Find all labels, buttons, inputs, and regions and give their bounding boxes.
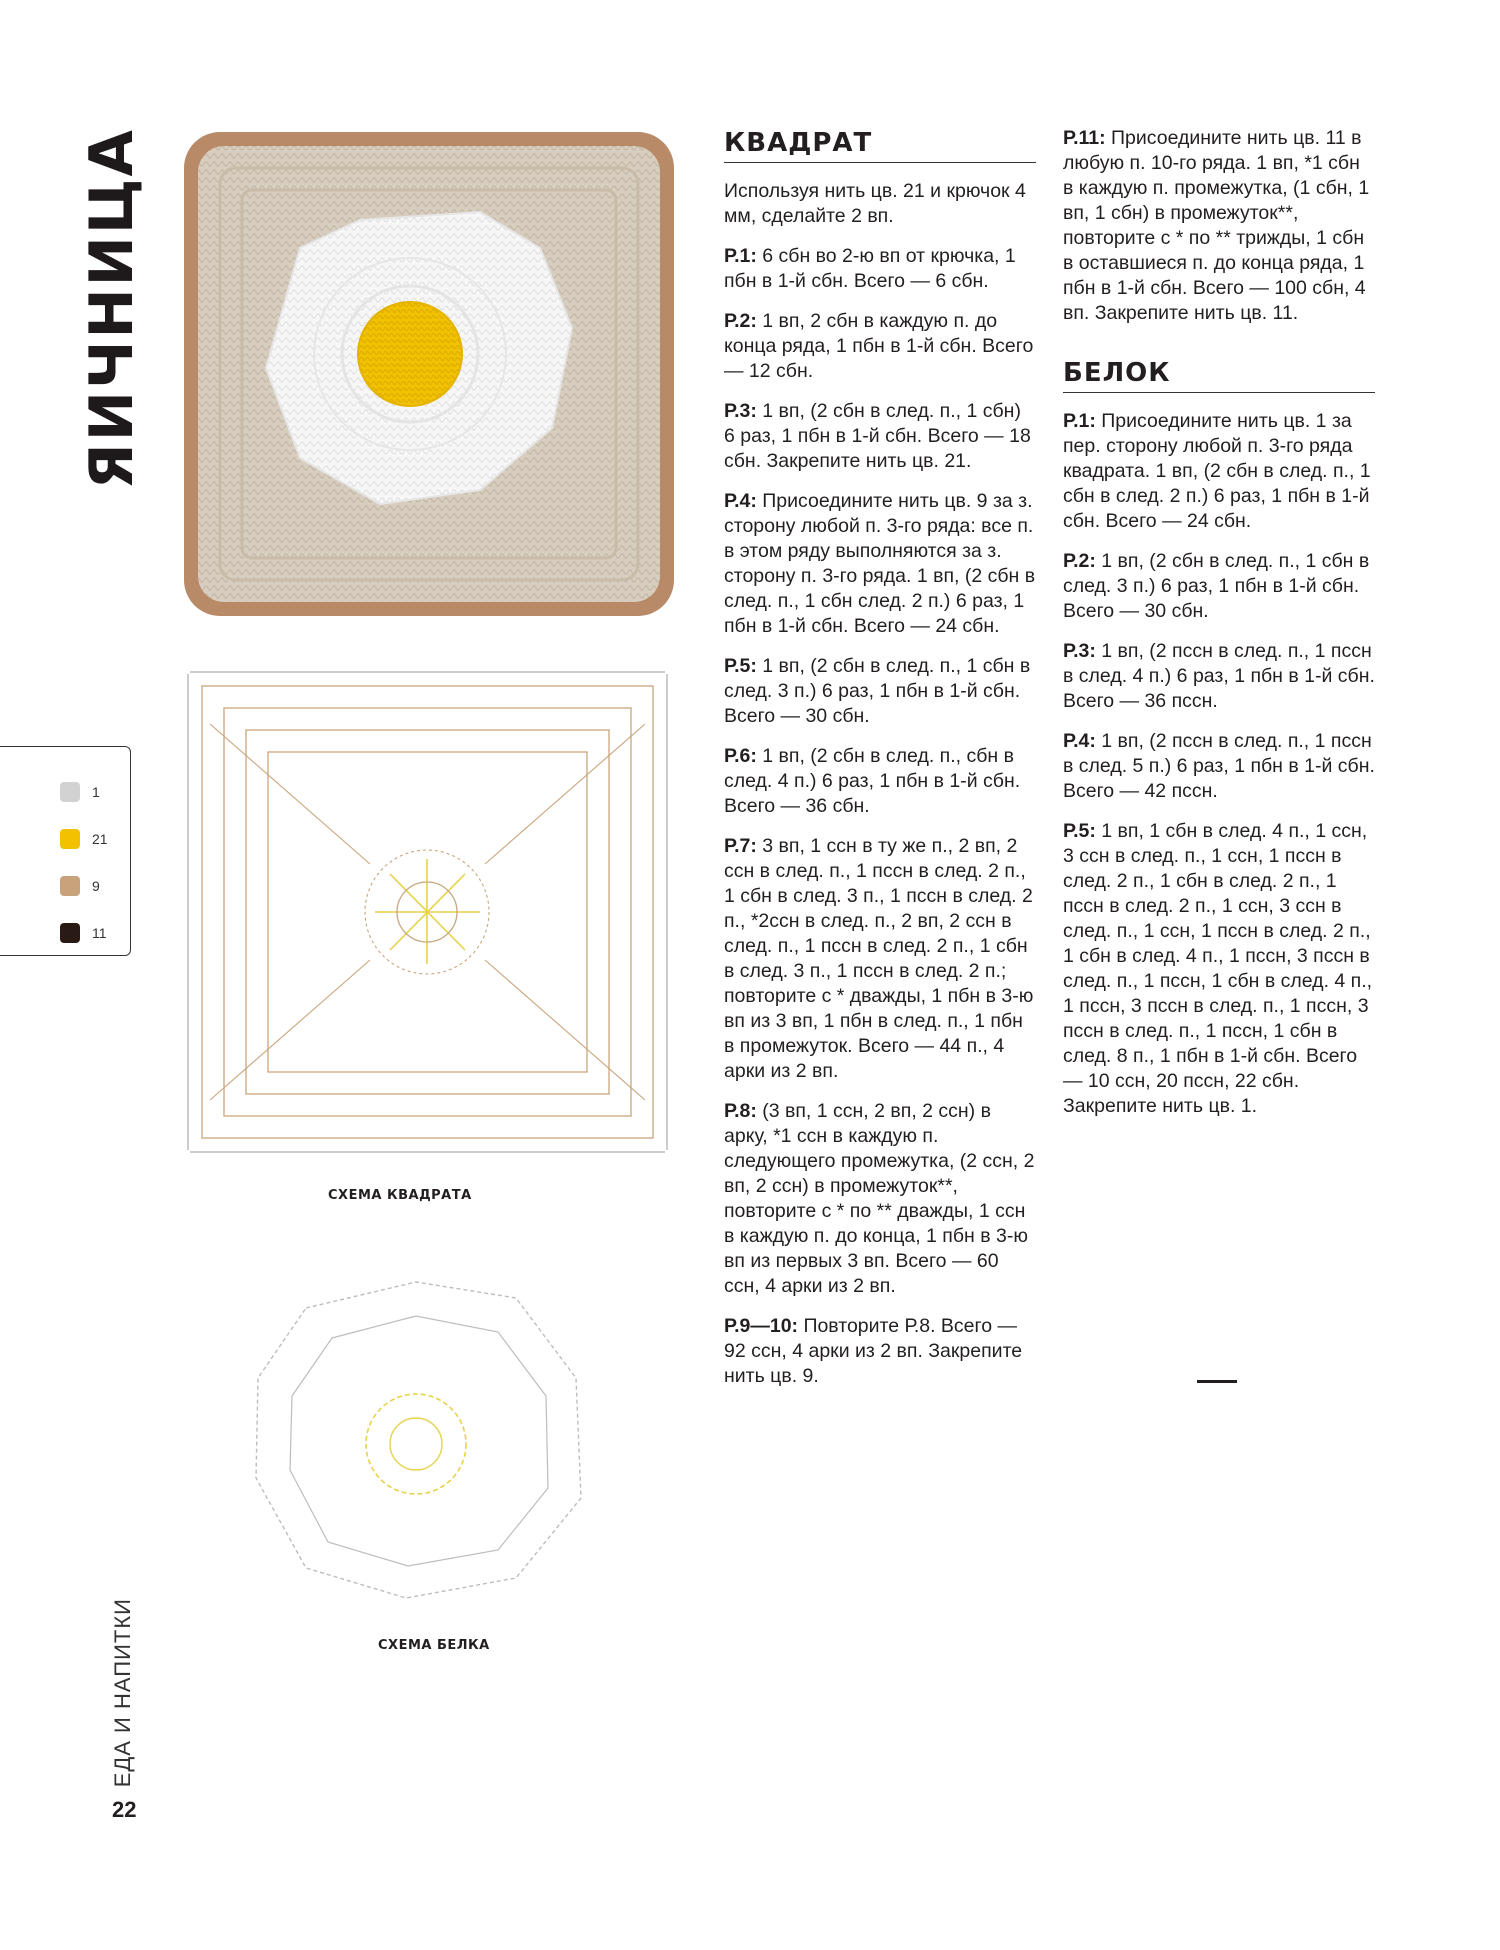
instruction-paragraph: Р.3: 1 вп, (2 сбн в след. п., 1 сбн) 6 раз, 1 пбн в 1-й сбн. Всего — 18 сбн. Закрепите нить цв. 21. xyxy=(724,400,1031,472)
instruction-paragraph: Р.3: 1 вп, (2 пссн в след. п., 1 пссн в след. 4 п.) 6 раз, 1 пбн в 1-й сбн. Всего — 36 пссн. xyxy=(1063,640,1375,712)
legend-number: 11 xyxy=(92,925,107,941)
page-number: 22 xyxy=(112,1797,137,1822)
instruction-paragraph: Р.1: Присоедините нить цв. 1 за пер. сторону любой п. 3-го ряда квадрата. 1 вп, (2 сбн в след. п., 1 сбн в след. 2 п.) 6 раз, 1 пбн в 1-й сбн. Всего — 24 сбн. xyxy=(1063,410,1371,532)
end-mark xyxy=(1197,1380,1237,1383)
instruction-paragraph: Р.7: 3 вп, 1 ссн в ту же п., 2 вп, 2 ссн в след. п., 1 пссн в след. 2 п., 1 сбн в след. 3 п., 1 пссн в след. 2 п., *2ссн в след. п., 2 вп, 2 ссн в след. п., 1 пссн в след. 2 п., 1 сбн в след. 3 п., 1 пссн в след. 2 п.; повторите с * дважды, 1 пбн в 3-ю вп из 3 вп, 1 пбн в след. п., 1 пбн в промежуток. Всего — 44 п., 4 арки из 2 вп. xyxy=(724,835,1034,1082)
instructions-column-2 xyxy=(1063,126,1375,1134)
egg-white-crochet-chart xyxy=(236,1268,598,1610)
legend-number: 21 xyxy=(92,831,108,847)
color-swatch xyxy=(60,923,80,943)
instruction-paragraph: Р.6: 1 вп, (2 сбн в след. п., сбн в след. 4 п.) 6 раз, 1 пбн в 1-й сбн. Всего — 36 сбн. xyxy=(724,745,1021,817)
color-swatch xyxy=(60,876,80,896)
square-chart-caption: СХЕМА КВАДРАТА xyxy=(328,1188,472,1203)
instruction-paragraph: Р.2: 1 вп, 2 сбн в каждую п. до конца ряда, 1 пбн в 1-й сбн. Всего — 12 сбн. xyxy=(724,310,1034,382)
legend-item xyxy=(60,922,107,944)
instruction-paragraph: Р.2: 1 вп, (2 сбн в след. п., 1 сбн в след. 3 п.) 6 раз, 1 пбн в 1-й сбн. Всего — 30 сбн. xyxy=(1063,550,1370,622)
color-swatch xyxy=(60,829,80,849)
instruction-paragraph: Используя нить цв. 21 и крючок 4 мм, сделайте 2 вп. xyxy=(724,180,1026,227)
page-title: ЯИЧНИЦА xyxy=(77,128,147,490)
legend-item xyxy=(60,828,108,850)
instruction-paragraph: Р.1: 6 сбн во 2-ю вп от крючка, 1 пбн в 1-й сбн. Всего — 6 сбн. xyxy=(724,245,1016,292)
square-heading: КВАДРАТ xyxy=(724,126,1036,163)
fried-egg-square-photo xyxy=(180,128,678,620)
instruction-paragraph: Р.5: 1 вп, 1 сбн в след. 4 п., 1 ссн, 3 ссн в след. п., 1 ссн, 1 пссн в след. 2 п., 1 сбн в след. 2 п., 1 пссн в след. 2 п., 1 ссн, 3 ссн в след. п., 1 ссн, 1 пссн в след. 2 п., 1 сбн в след. 4 п., 1 пссн, 3 пссн в след. п., 1 пссн, 1 сбн в след. 4 п., 1 пссн, 3 пссн в след. п., 1 пссн, 3 пссн в след. п., 1 пссн, 1 сбн в след. 8 п., 1 пбн в 1-й сбн. Всего — 10 ссн, 20 пссн, 22 сбн. Закрепите нить цв. 1. xyxy=(1063,820,1373,1117)
legend-number: 9 xyxy=(92,878,100,894)
legend-item xyxy=(60,875,100,897)
section-name: ЕДА И НАПИТКИ xyxy=(110,1598,135,1788)
legend-number: 1 xyxy=(92,784,100,800)
instruction-paragraph: Р.8: (3 вп, 1 ссн, 2 вп, 2 ссн) в арку, *1 ссн в каждую п. следующего промежутка, (2 ссн, 2 вп, 2 ссн) в промежуток**, повторите с * по ** дважды, 1 ссн в каждую п. до конца, 1 пбн в 3-ю вп из первых 3 вп. Всего — 60 ссн, 4 арки из 2 вп. xyxy=(724,1100,1035,1297)
egg-white-heading: БЕЛОК xyxy=(1063,356,1375,393)
instructions-column-1 xyxy=(724,126,1036,1404)
color-legend xyxy=(0,746,131,956)
square-crochet-chart xyxy=(180,664,675,1160)
egg-white-chart-caption: СХЕМА БЕЛКА xyxy=(378,1638,490,1653)
color-swatch xyxy=(60,782,80,802)
instruction-paragraph: Р.5: 1 вп, (2 сбн в след. п., 1 сбн в след. 3 п.) 6 раз, 1 пбн в 1-й сбн. Всего — 30 сбн. xyxy=(724,655,1031,727)
legend-item xyxy=(60,781,100,803)
instruction-paragraph: Р.4: 1 вп, (2 пссн в след. п., 1 пссн в след. 5 п.) 6 раз, 1 пбн в 1-й сбн. Всего — 42 пссн. xyxy=(1063,730,1375,802)
instruction-paragraph: Р.4: Присоедините нить цв. 9 за з. сторону любой п. 3-го ряда: все п. в этом ряду выполняются за з. сторону п. 3-го ряда. 1 вп, (2 сбн в след. п., 1 сбн след. 2 п.) 6 раз, 1 пбн в 1-й сбн. Всего — 24 сбн. xyxy=(724,490,1036,637)
instruction-paragraph: Р.9—10: Повторите Р.8. Всего — 92 ссн, 4 арки из 2 вп. Закрепите нить цв. 9. xyxy=(724,1315,1023,1387)
instruction-paragraph: Р.11: Присоедините нить цв. 11 в любую п. 10-го ряда. 1 вп, *1 сбн в каждую п. промежутка, (1 сбн, 1 вп, 1 сбн) в промежуток**, повторите с * по ** трижды, 1 сбн в оставшиеся п. до конца ряда, 1 пбн в 1-й сбн. Всего — 100 сбн, 4 вп. Закрепите нить цв. 11. xyxy=(1063,127,1370,324)
